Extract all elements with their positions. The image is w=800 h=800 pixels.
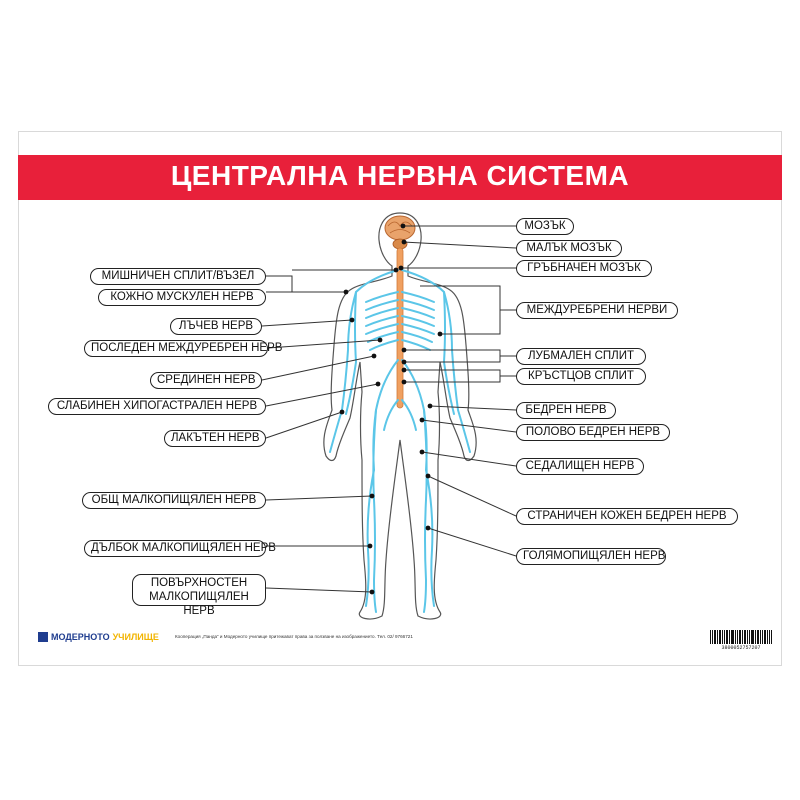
- label-ulnar-nerve: ЛАКЪТЕН НЕРВ: [164, 430, 266, 447]
- label-cerebellum: МАЛЪК МОЗЪК: [516, 240, 622, 257]
- logo-text-accent: УЧИЛИЩЕ: [112, 632, 159, 642]
- barcode-icon: [710, 630, 772, 644]
- logo-square-icon: [38, 632, 48, 642]
- barcode-number: 3800052757207: [721, 645, 761, 651]
- label-brachial-plexus: МИШНИЧЕН СПЛИТ/ВЪЗЕЛ: [90, 268, 266, 285]
- label-intercostal-nerves: МЕЖДУРЕБРЕНИ НЕРВИ: [516, 302, 678, 319]
- label-lumbar-plexus: ЛУБМАЛЕН СПЛИТ: [516, 348, 646, 365]
- copyright-note: Кооперация „Панда“ и Модерното училище притежават права за ползване на изображението. Тел. 02/ 9766721: [175, 634, 413, 639]
- label-musculocutaneous-nerve: КОЖНО МУСКУЛЕН НЕРВ: [98, 289, 266, 306]
- label-superficial-peroneal-nerve: ПОВЪРХНОСТЕН МАЛКОПИЩЯЛЕН НЕРВ: [132, 574, 266, 606]
- label-deep-peroneal-nerve: ДЪЛБОК МАЛКОПИЩЯЛЕН НЕРВ: [84, 540, 266, 557]
- label-genitofemoral-nerve: ПОЛОВО БЕДРЕН НЕРВ: [516, 424, 670, 441]
- label-femoral-nerve: БЕДРЕН НЕРВ: [516, 402, 616, 419]
- logo-text-main: МОДЕРНОТО: [51, 632, 110, 642]
- page-title: ЦЕНТРАЛНА НЕРВНА СИСТЕМА: [170, 160, 630, 191]
- label-sacral-plexus: КРЪСТЦОВ СПЛИТ: [516, 368, 646, 385]
- label-median-nerve: СРЕДИНЕН НЕРВ: [150, 372, 262, 389]
- label-brain: МОЗЪК: [516, 218, 574, 235]
- label-spinal-cord: ГРЪБНАЧЕН МОЗЪК: [516, 260, 652, 277]
- label-last-intercostal-nerve: ПОСЛЕДЕН МЕЖДУРЕБРЕН НЕРВ: [84, 340, 268, 357]
- label-common-peroneal-nerve: ОБЩ МАЛКОПИЩЯЛЕН НЕРВ: [82, 492, 266, 509]
- label-radial-nerve: ЛЪЧЕВ НЕРВ: [170, 318, 262, 335]
- spinal-cord: [397, 248, 403, 408]
- publisher-logo: [38, 630, 159, 644]
- label-lateral-cutaneous-femoral-nerve: СТРАНИЧЕН КОЖЕН БЕДРЕН НЕРВ: [516, 508, 738, 525]
- label-tibial-nerve: ГОЛЯМОПИЩЯЛЕН НЕРВ: [516, 548, 666, 565]
- label-iliohypogastric-nerve: СЛАБИНЕН ХИПОГАСТРАЛЕН НЕРВ: [48, 398, 266, 415]
- label-sciatic-nerve: СЕДАЛИЩЕН НЕРВ: [516, 458, 644, 475]
